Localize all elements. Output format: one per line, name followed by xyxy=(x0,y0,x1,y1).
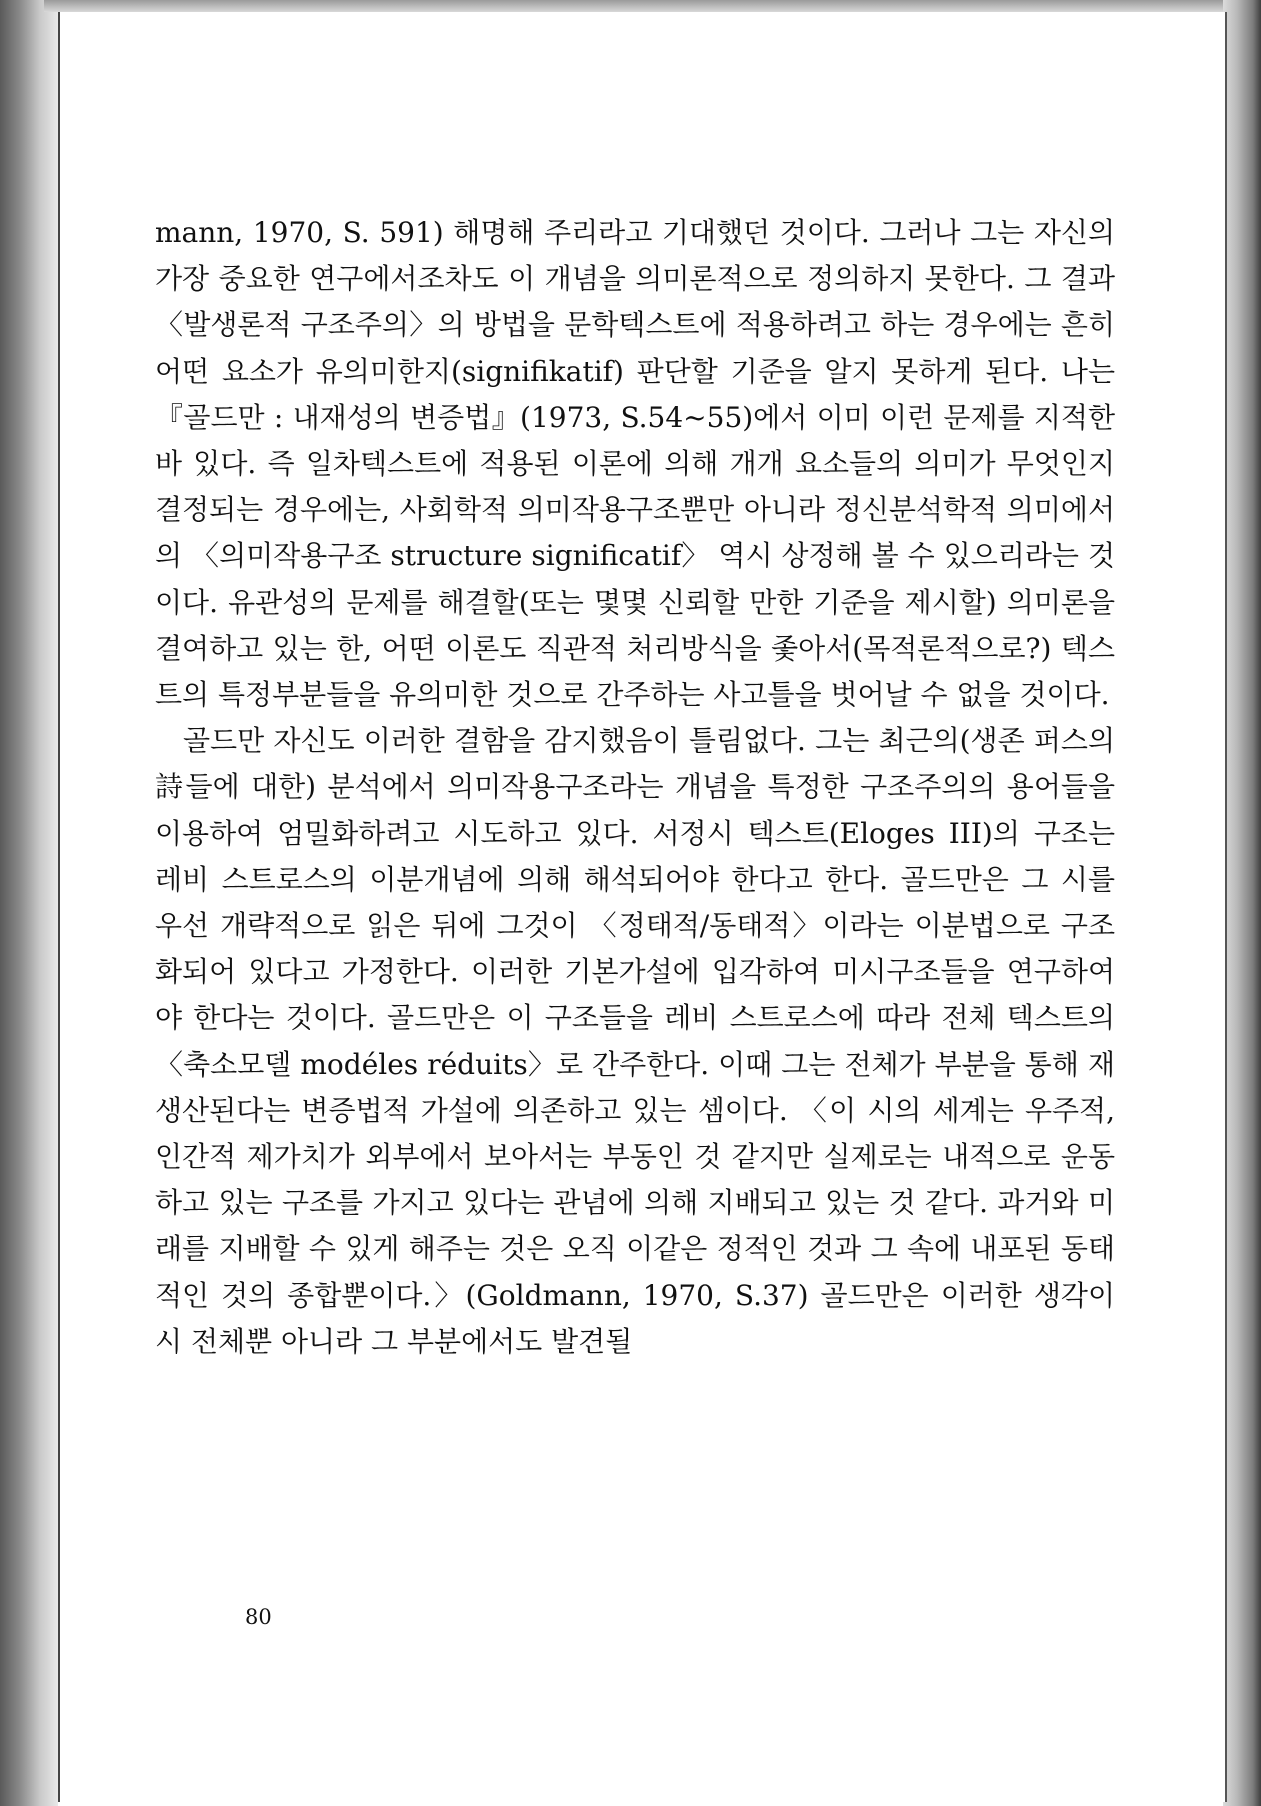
paragraph-2: 골드만 자신도 이러한 결함을 감지했음이 틀림없다. 그는 최근의(생존 퍼스의 詩들에 대한) 분석에서 의미작용구조라는 개념을 특정한 구조주의의 용어들을 이용하여 엄밀화하려고 시도하고 있다. 서정시 텍스트(Eloges III)의 구조는 레비 스트로스의 이분개념에 의해 해석되어야 한다고 한다. 골드만은 그 시를 우선 개략적으로 읽은 뒤에 그것이 〈정태적/동태적〉이라는 이분법으로 구조화되어 있다고 가정한다. 이러한 기본가설에 입각하여 미시구조들을 연구하여야 한다는 것이다. 골드만은 이 구조들을 레비 스트로스에 따라 전체 텍스트의 〈축소모델 modéles réduits〉로 간주한다. 이때 그는 전체가 부분을 통해 재생산된다는 변증법적 가설에 의존하고 있는 셈이다. 〈이 시의 세계는 우주적, 인간적 제가치가 외부에서 보아서는 부동인 것 같지만 실제로는 내적으로 운동하고 있는 구조를 가지고 있다는 관념에 의해 지배되고 있는 것 같다. 과거와 미래를 지배할 수 있게 해주는 것은 오직 이같은 정적인 것과 그 속에 내포된 동태적인 것의 종합뿐이다.〉(Goldmann, 1970, S.37) 골드만은 이러한 생각이 시 전체뿐 아니라 그 부분에서도 발견될 xyxy=(155,724,1115,1358)
page-number: 80 xyxy=(245,1605,272,1629)
paragraph-1: mann, 1970, S. 591) 해명해 주리라고 기대했던 것이다. 그러나 그는 자신의 가장 중요한 연구에서조차도 이 개념을 의미론적으로 정의하지 못한다. 그 결과 〈발생론적 구조주의〉의 방법을 문학텍스트에 적용하려고 하는 경우에는 흔히 어떤 요소가 유의미한지(signifikatif) 판단할 기준을 알지 못하게 된다. 나는 『골드만 : 내재성의 변증법』(1973, S.54~55)에서 이미 이런 문제를 지적한 바 있다. 즉 일차텍스트에 적용된 이론에 의해 개개 요소들의 의미가 무엇인지 결정되는 경우에는, 사회학적 의미작용구조뿐만 아니라 정신분석학적 의미에서의 〈의미작용구조 structure significatif〉 역시 상정해 볼 수 있으리라는 것이다. 유관성의 문제를 해결할(또는 몇몇 신뢰할 만한 기준을 제시할) 의미론을 결여하고 있는 한, 어떤 이론도 직관적 처리방식을 좇아서(목적론적으로?) 텍스트의 특정부분들을 유의미한 것으로 간주하는 사고틀을 벗어날 수 없을 것이다. xyxy=(155,216,1115,712)
book-top-edge xyxy=(44,0,1261,12)
book-right-edge xyxy=(1223,0,1261,1806)
body-text xyxy=(155,210,1115,1365)
book-left-edge xyxy=(0,0,58,1806)
